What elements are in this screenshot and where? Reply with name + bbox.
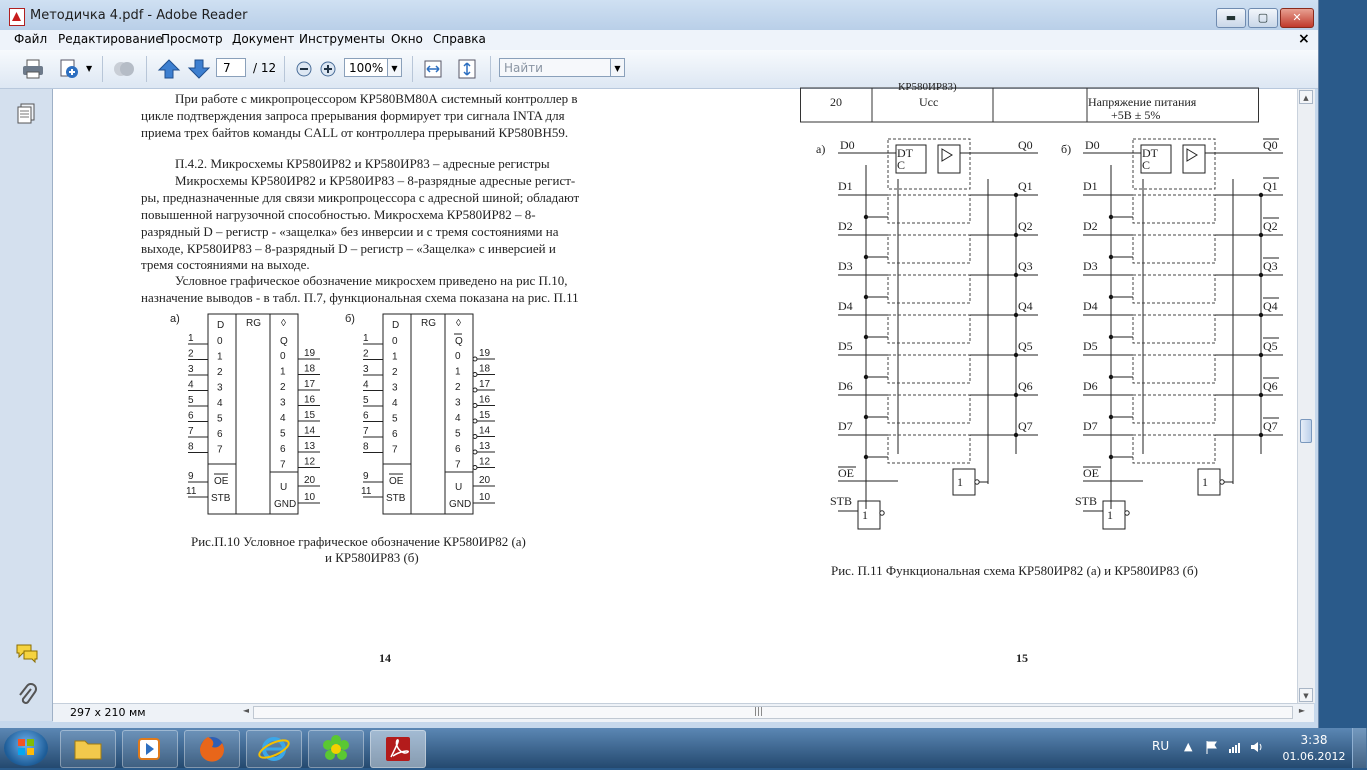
page-dimensions: 297 x 210 мм [70, 706, 146, 719]
junction-dot [1259, 193, 1263, 197]
paragraph-line: разрядный D – регистр - «защелка» без инверсии и с тремя состояниями на [141, 224, 559, 239]
fit-page-icon[interactable] [455, 58, 479, 80]
chip-label: RG [246, 318, 261, 329]
output-buffer [1183, 145, 1205, 173]
input-label: D3 [838, 259, 853, 273]
input-pin-number: 9 [363, 471, 369, 482]
output-bit: 6 [455, 444, 461, 455]
chip-label: D [392, 320, 400, 331]
input-pin-number: 11 [186, 486, 197, 497]
output-label: Q6 [1263, 379, 1278, 393]
junction-dot [1014, 313, 1018, 317]
output-bit: 5 [455, 428, 461, 440]
buffer-symbol [942, 149, 952, 161]
input-bit: 5 [392, 413, 398, 425]
figure-p10 [163, 314, 503, 529]
previous-page-icon[interactable] [157, 58, 181, 80]
chip-label: U [455, 482, 463, 493]
chip-label: OE [214, 476, 229, 487]
output-buffer [938, 145, 960, 173]
junction-dot [1014, 393, 1018, 397]
input-pin-number: 4 [363, 379, 369, 391]
output-pin-number: 19 [304, 348, 316, 359]
output-bit: 5 [280, 428, 286, 440]
latch-block [1133, 355, 1215, 383]
taskbar-explorer[interactable] [60, 730, 116, 768]
input-label: D0 [840, 138, 855, 152]
input-pin-number: 11 [361, 486, 372, 497]
input-pin-number: 3 [363, 364, 369, 375]
comments-icon[interactable] [16, 643, 38, 663]
scroll-up-icon[interactable]: ▲ [1299, 90, 1313, 104]
input-bit: 2 [217, 367, 223, 378]
junction-dot [1014, 353, 1018, 357]
latch-block [888, 235, 970, 263]
volume-icon[interactable] [1250, 740, 1264, 754]
inversion-bubble [473, 388, 477, 392]
input-label: D4 [1083, 299, 1098, 313]
trigger-label: C [897, 158, 906, 172]
horizontal-scrollbar[interactable] [253, 706, 1293, 719]
output-pin-number: 18 [479, 363, 491, 375]
fit-width-icon[interactable] [421, 58, 445, 80]
output-bit: 3 [280, 397, 286, 409]
input-label: D5 [838, 339, 853, 353]
output-bit: 2 [455, 382, 461, 393]
output-pin-number: 17 [304, 379, 316, 390]
input-bit: 0 [217, 336, 223, 347]
figure-caption: и КР580ИР83 (б) [325, 550, 419, 565]
input-label: D7 [838, 419, 853, 433]
chip-label: STB [386, 493, 406, 504]
section-heading: П.4.2. Микросхемы КР580ИР82 и КР580ИР83 – адресные регистры [175, 156, 550, 171]
latch-block [888, 195, 970, 223]
input-bit: 0 [392, 336, 398, 347]
paragraph-line: тремя состояниями на выходе. [141, 257, 310, 272]
adobe-reader-icon [371, 731, 425, 767]
gate-label: 1 [1107, 508, 1113, 522]
input-pin-number: 9 [188, 471, 194, 482]
output-bit: 0 [280, 351, 286, 362]
output-label: Q3 [1263, 259, 1278, 273]
junction-dot [1014, 233, 1018, 237]
scroll-down-icon[interactable]: ▼ [1299, 688, 1313, 702]
table-cell: Ucc [919, 95, 939, 109]
scroll-left-icon[interactable]: ◄ [242, 706, 250, 715]
trigger-label: DT [1142, 146, 1158, 160]
input-label: D4 [838, 299, 853, 313]
table-cell: Напряжение питания [1088, 95, 1197, 109]
network-signal-icon[interactable] [1228, 740, 1242, 754]
table-header-fragment: КР580ИР83) [898, 81, 957, 93]
scroll-grip-icon[interactable]: ||| [754, 707, 764, 717]
toolbar-separator [102, 56, 103, 82]
output-bit: 2 [280, 382, 286, 393]
output-pin-number: 19 [479, 348, 491, 359]
output-label: Q5 [1263, 339, 1278, 353]
page-total: / 12 [253, 61, 277, 75]
zoom-in-icon[interactable] [316, 58, 340, 80]
paragraph-line: Микросхемы КР580ИР82 и КР580ИР83 – 8-разрядные адресные регист- [175, 173, 576, 188]
inversion-bubble [473, 450, 477, 454]
input-pin-number: 3 [188, 364, 194, 375]
junction-dot [1259, 233, 1263, 237]
input-pin-number: 1 [188, 333, 194, 344]
taskbar [0, 728, 1366, 768]
junction-dot [1259, 313, 1263, 317]
paragraph-line: ры, предназначенные для связи микропроцессора с адресной шиной; обладают [141, 190, 580, 205]
toolbar [0, 50, 1318, 89]
window-title: Методичка 4.pdf - Adobe Reader [30, 8, 248, 23]
input-label: D2 [838, 219, 853, 233]
trigger-label: DT [897, 146, 913, 160]
chip-label: Q [280, 336, 288, 347]
control-label: OE [838, 466, 854, 480]
chip-label: STB [211, 493, 231, 504]
input-label: D1 [838, 179, 853, 193]
output-pin-number: 20 [304, 475, 316, 486]
inversion-bubble [473, 357, 477, 361]
input-bit: 7 [392, 444, 398, 456]
figure-sublabel: б) [345, 313, 355, 325]
chip-label: ◊ [281, 318, 286, 329]
input-label: D7 [1083, 419, 1098, 433]
input-bit: 2 [392, 367, 398, 378]
windows-logo-icon [4, 730, 48, 766]
output-label: Q6 [1018, 379, 1033, 393]
figure-caption: Рис.П.10 Условное графическое обозначение КР580ИР82 (а) [191, 534, 526, 549]
document-close-icon[interactable]: × [1298, 31, 1310, 47]
input-pin-number: 6 [188, 410, 194, 422]
output-label: Q2 [1263, 219, 1278, 233]
output-label: Q0 [1263, 138, 1278, 152]
clock-date[interactable]: 01.06.2012 [1282, 750, 1346, 763]
control-label: OE [1083, 466, 1099, 480]
input-pin-number: 8 [188, 441, 194, 453]
input-bit: 3 [392, 382, 398, 394]
input-bit: 5 [217, 413, 223, 425]
input-label: D1 [1083, 179, 1098, 193]
output-label: Q7 [1018, 419, 1033, 433]
output-bit: 7 [455, 459, 461, 471]
output-label: Q2 [1018, 219, 1033, 233]
input-pin-number: 7 [363, 426, 369, 437]
icq-flower-icon [309, 731, 363, 767]
junction-dot [1259, 273, 1263, 277]
output-pin-number: 16 [479, 394, 491, 406]
inversion-bubble [473, 419, 477, 423]
title-bar[interactable] [0, 0, 1318, 30]
chip-label: U [280, 482, 288, 493]
zoom-dropdown-icon[interactable]: ▼ [388, 58, 402, 77]
figure-p11 [778, 138, 1278, 549]
chip-label: GND [274, 499, 297, 510]
output-label: Q1 [1263, 179, 1278, 193]
output-label: Q5 [1018, 339, 1033, 353]
create-dropdown-icon[interactable]: ▼ [86, 64, 93, 73]
page-number: 15 [1016, 651, 1028, 665]
document-view[interactable] [53, 81, 1297, 703]
menu-tools[interactable]: Инструменты [299, 32, 385, 46]
input-bit: 1 [217, 351, 223, 363]
junction-dot [1014, 273, 1018, 277]
start-button[interactable] [4, 730, 48, 766]
output-label: Q4 [1263, 299, 1278, 313]
paragraph-line: При работе с микропроцессором КР580ВМ80А системный контроллер в [175, 91, 578, 106]
trigger-label: C [1142, 158, 1151, 172]
input-bit: 4 [217, 398, 223, 409]
output-pin-number: 15 [479, 410, 491, 421]
menu-bar [0, 30, 1318, 51]
paragraph-line: Условное графическое обозначение микросхем приведено на рис П.10, [175, 273, 568, 288]
table-cell: +5В ± 5% [1111, 108, 1161, 122]
navigation-panel [0, 89, 53, 721]
attachments-icon[interactable] [16, 683, 38, 707]
inversion-bubble [1220, 480, 1224, 484]
input-bit: 4 [392, 398, 398, 409]
next-page-icon[interactable] [187, 58, 211, 80]
print-icon[interactable] [21, 58, 45, 80]
latch-block [888, 275, 970, 303]
chip-label: GND [449, 499, 472, 510]
collaborate-icon[interactable] [112, 58, 136, 80]
gate-label: 1 [957, 475, 963, 489]
junction-dot [1259, 393, 1263, 397]
output-pin-number: 17 [479, 379, 491, 390]
action-center-flag-icon[interactable] [1205, 740, 1219, 754]
input-label: D3 [1083, 259, 1098, 273]
latch-block [1133, 235, 1215, 263]
output-pin-number: 12 [479, 456, 491, 468]
internet-explorer-icon [247, 731, 301, 767]
inversion-bubble [975, 480, 979, 484]
control-label: STB [1075, 494, 1098, 508]
search-dropdown-icon[interactable]: ▼ [611, 58, 625, 77]
output-label: Q4 [1018, 299, 1033, 313]
input-pin-number: 2 [188, 348, 194, 360]
menu-help[interactable]: Справка [433, 32, 486, 46]
output-pin-number: 20 [479, 475, 491, 486]
pdf-app-icon [9, 8, 25, 26]
toolbar-separator [284, 56, 285, 82]
input-pin-number: 6 [363, 410, 369, 422]
menu-edit[interactable]: Редактирование [58, 32, 163, 46]
output-pin-number: 12 [304, 456, 316, 468]
taskbar-media-player[interactable] [122, 730, 178, 768]
output-pin-number: 13 [304, 441, 316, 452]
paragraph-line: назначение выводов - в табл. П.7, функциональная схема показана на рис. П.11 [141, 290, 579, 305]
close-button[interactable]: ✕ [1280, 8, 1314, 28]
firefox-icon [185, 731, 239, 767]
output-bit: 3 [455, 397, 461, 409]
output-bit: 6 [280, 444, 286, 455]
input-label: D5 [1083, 339, 1098, 353]
output-pin-number: 15 [304, 410, 316, 421]
output-pin-number: 13 [479, 441, 491, 452]
input-pin-number: 2 [363, 348, 369, 360]
figure-sublabel: а) [816, 142, 826, 156]
output-label: Q3 [1018, 259, 1033, 273]
input-label: D6 [838, 379, 853, 393]
input-label: D0 [1085, 138, 1100, 152]
output-bit: 4 [455, 413, 461, 424]
paragraph-line: цикле подтверждения запроса прерывания формирует три сигнала INTA для [141, 108, 565, 123]
create-pdf-icon[interactable] [58, 58, 82, 80]
toolbar-separator [146, 56, 147, 82]
latch-block [888, 355, 970, 383]
output-pin-number: 10 [479, 492, 491, 503]
menu-document[interactable]: Документ [232, 32, 295, 46]
inversion-bubble [1125, 511, 1129, 515]
figure-sublabel: б) [1061, 142, 1072, 156]
paragraph-line: приема трех байтов команды CALL от контроллера прерываний КР580ВН59. [141, 125, 569, 140]
chip-label: RG [421, 318, 436, 329]
latch-block [1133, 395, 1215, 423]
output-pin-number: 10 [304, 492, 316, 503]
input-pin-number: 5 [188, 395, 194, 406]
input-bit: 3 [217, 382, 223, 394]
inversion-bubble [880, 511, 884, 515]
gate-label: 1 [862, 508, 868, 522]
input-bit: 1 [392, 351, 398, 363]
chip-label: ◊ [456, 318, 461, 329]
input-pin-number: 5 [363, 395, 369, 406]
input-pin-number: 8 [363, 441, 369, 453]
inversion-bubble [473, 435, 477, 439]
taskbar-firefox[interactable] [184, 730, 240, 768]
output-bit: 7 [280, 459, 286, 471]
scroll-thumb[interactable] [1300, 419, 1312, 443]
output-label: Q7 [1263, 419, 1278, 433]
latch-block [1133, 195, 1215, 223]
taskbar-icq[interactable] [308, 730, 364, 768]
latch-block [888, 315, 970, 343]
menu-file[interactable]: Файл [14, 32, 48, 46]
chip-label: Q [455, 336, 463, 347]
show-desktop-button[interactable] [1352, 728, 1367, 768]
input-pin-number: 4 [188, 379, 194, 391]
figure-caption: Рис. П.11 Функциональная схема КР580ИР82 (а) и КР580ИР83 (б) [831, 563, 1198, 578]
page-number: 14 [379, 651, 391, 665]
menu-window[interactable]: Окно [391, 32, 423, 46]
clock-time[interactable]: 3:38 [1300, 733, 1328, 747]
output-label: Q1 [1018, 179, 1033, 193]
taskbar-ie[interactable] [246, 730, 302, 768]
chip-label: D [217, 320, 225, 331]
folder-icon [61, 731, 115, 767]
output-pin-number: 16 [304, 394, 316, 406]
input-bit: 6 [217, 429, 223, 440]
output-bit: 1 [455, 366, 461, 378]
maximize-button[interactable]: ▢ [1248, 8, 1278, 28]
latch-block [1133, 435, 1215, 463]
chip-label: OE [389, 476, 404, 487]
latch-block [888, 395, 970, 423]
latch-block [1133, 315, 1215, 343]
junction-dot [1259, 433, 1263, 437]
menu-view[interactable]: Просмотр [161, 32, 223, 46]
zoom-out-icon[interactable] [292, 58, 316, 80]
paragraph-line: выходе, КР580ИР83 – 8-разрядный D – регистр – «Защелка» с инверсией и [141, 241, 556, 256]
scroll-right-icon[interactable]: ► [1298, 706, 1306, 715]
inversion-bubble [473, 466, 477, 470]
output-pin-number: 14 [304, 425, 316, 437]
vertical-scrollbar[interactable] [1297, 89, 1315, 703]
buffer-symbol [1187, 149, 1197, 161]
output-bit: 4 [280, 413, 286, 424]
table-cell: 20 [830, 95, 842, 109]
junction-dot [1259, 353, 1263, 357]
page-number-input[interactable]: 7 [216, 58, 246, 77]
taskbar-adobe-reader[interactable] [370, 730, 426, 768]
output-pin-number: 14 [479, 425, 491, 437]
output-bit: 1 [280, 366, 286, 378]
input-pin-number: 7 [188, 426, 194, 437]
output-bit: 0 [455, 351, 461, 362]
input-label: D2 [1083, 219, 1098, 233]
junction-dot [1014, 433, 1018, 437]
inversion-bubble [473, 373, 477, 377]
toolbar-separator [412, 56, 413, 82]
zoom-input[interactable]: 100% [344, 58, 388, 77]
gate-label: 1 [1202, 475, 1208, 489]
output-label: Q0 [1018, 138, 1033, 152]
latch-block [1133, 275, 1215, 303]
minimize-button[interactable]: ▬ [1216, 8, 1246, 28]
pages-icon[interactable] [16, 103, 36, 125]
junction-dot [1014, 193, 1018, 197]
latch-block [888, 435, 970, 463]
control-label: STB [830, 494, 853, 508]
media-player-icon [123, 731, 177, 767]
show-hidden-icons-icon[interactable]: ▲ [1184, 740, 1193, 753]
status-bar [53, 703, 1314, 722]
toolbar-separator [490, 56, 491, 82]
input-pin-number: 1 [363, 333, 369, 344]
inversion-bubble [473, 404, 477, 408]
paragraph-line: повышенной нагрузочной способностью. Микросхема КР580ИР82 – 8- [141, 207, 536, 222]
input-bit: 7 [217, 444, 223, 456]
language-indicator[interactable]: RU [1152, 739, 1170, 753]
search-input[interactable]: Найти [499, 58, 611, 77]
output-pin-number: 18 [304, 363, 316, 375]
input-label: D6 [1083, 379, 1098, 393]
figure-sublabel: а) [170, 313, 180, 325]
input-bit: 6 [392, 429, 398, 440]
